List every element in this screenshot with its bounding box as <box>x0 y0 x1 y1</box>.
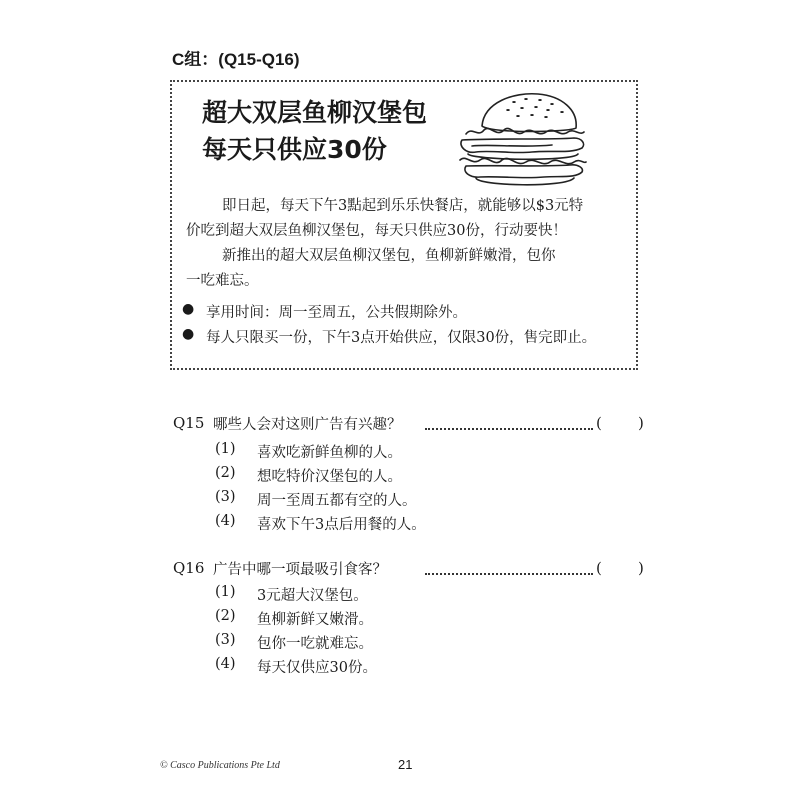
option-number: (2) <box>215 608 236 624</box>
bullet-marker: ● <box>182 301 195 317</box>
option-number: (3) <box>215 632 236 648</box>
question-text: 哪些人会对这则广告有兴趣？ <box>213 417 402 433</box>
option-number: (3) <box>215 489 236 505</box>
ad-paragraph1-line1: 即日起，每天下午3點起到乐乐快餐店，就能够以$3元特 <box>222 198 584 214</box>
answer-paren-open: ( <box>596 559 602 577</box>
option-text: 周一至周五都有空的人。 <box>257 493 417 509</box>
answer-leader-dots <box>425 428 593 430</box>
copyright-notice: © Casco Publications Pte Ltd <box>160 760 280 771</box>
question-text: 广告中哪一项最吸引食客？ <box>213 562 387 578</box>
answer-blank[interactable] <box>608 412 636 434</box>
option-number: (4) <box>215 656 236 672</box>
ad-paragraph2-line1: 新推出的超大双层鱼柳汉堡包，鱼柳新鲜嫩滑，包你 <box>222 248 556 264</box>
question-number: Q16 <box>173 559 205 577</box>
answer-paren-close: ) <box>638 559 644 577</box>
option-number: (4) <box>215 513 236 529</box>
option-text: 鱼柳新鲜又嫩滑。 <box>257 612 373 628</box>
option-number: (2) <box>215 465 236 481</box>
question-number: Q15 <box>173 414 205 432</box>
ad-bullet-2: 每人只限买一份，下午3点开始供应，仅限30份，售完即止。 <box>206 330 597 346</box>
option-text: 喜欢吃新鲜鱼柳的人。 <box>257 445 402 461</box>
option-number: (1) <box>215 584 236 600</box>
bullet-marker: ● <box>182 326 195 342</box>
answer-paren-close: ) <box>638 414 644 432</box>
ad-bullet-1: 享用时间：周一至周五，公共假期除外。 <box>206 305 467 321</box>
page-number: 21 <box>398 757 413 772</box>
section-title: C组：(Q15-Q16) <box>172 50 300 69</box>
option-text: 想吃特价汉堡包的人。 <box>257 469 402 485</box>
option-text: 包你一吃就难忘。 <box>257 636 373 652</box>
answer-paren-open: ( <box>596 414 602 432</box>
option-number: (1) <box>215 441 236 457</box>
option-text: 喜欢下午3点后用餐的人。 <box>257 517 426 533</box>
ad-headline-line1: 超大双层鱼柳汉堡包 <box>202 98 428 127</box>
ad-paragraph1-line2: 价吃到超大双层鱼柳汉堡包，每天只供应30份，行动要快！ <box>186 223 567 239</box>
answer-blank[interactable] <box>608 557 636 579</box>
ad-headline-line2: 每天只供应30份 <box>202 135 387 164</box>
option-text: 3元超大汉堡包。 <box>257 588 368 604</box>
burger-icon <box>452 88 592 190</box>
ad-paragraph2-line2: 一吃难忘。 <box>186 273 259 289</box>
option-text: 每天仅供应30份。 <box>257 660 377 676</box>
answer-leader-dots <box>425 573 593 575</box>
